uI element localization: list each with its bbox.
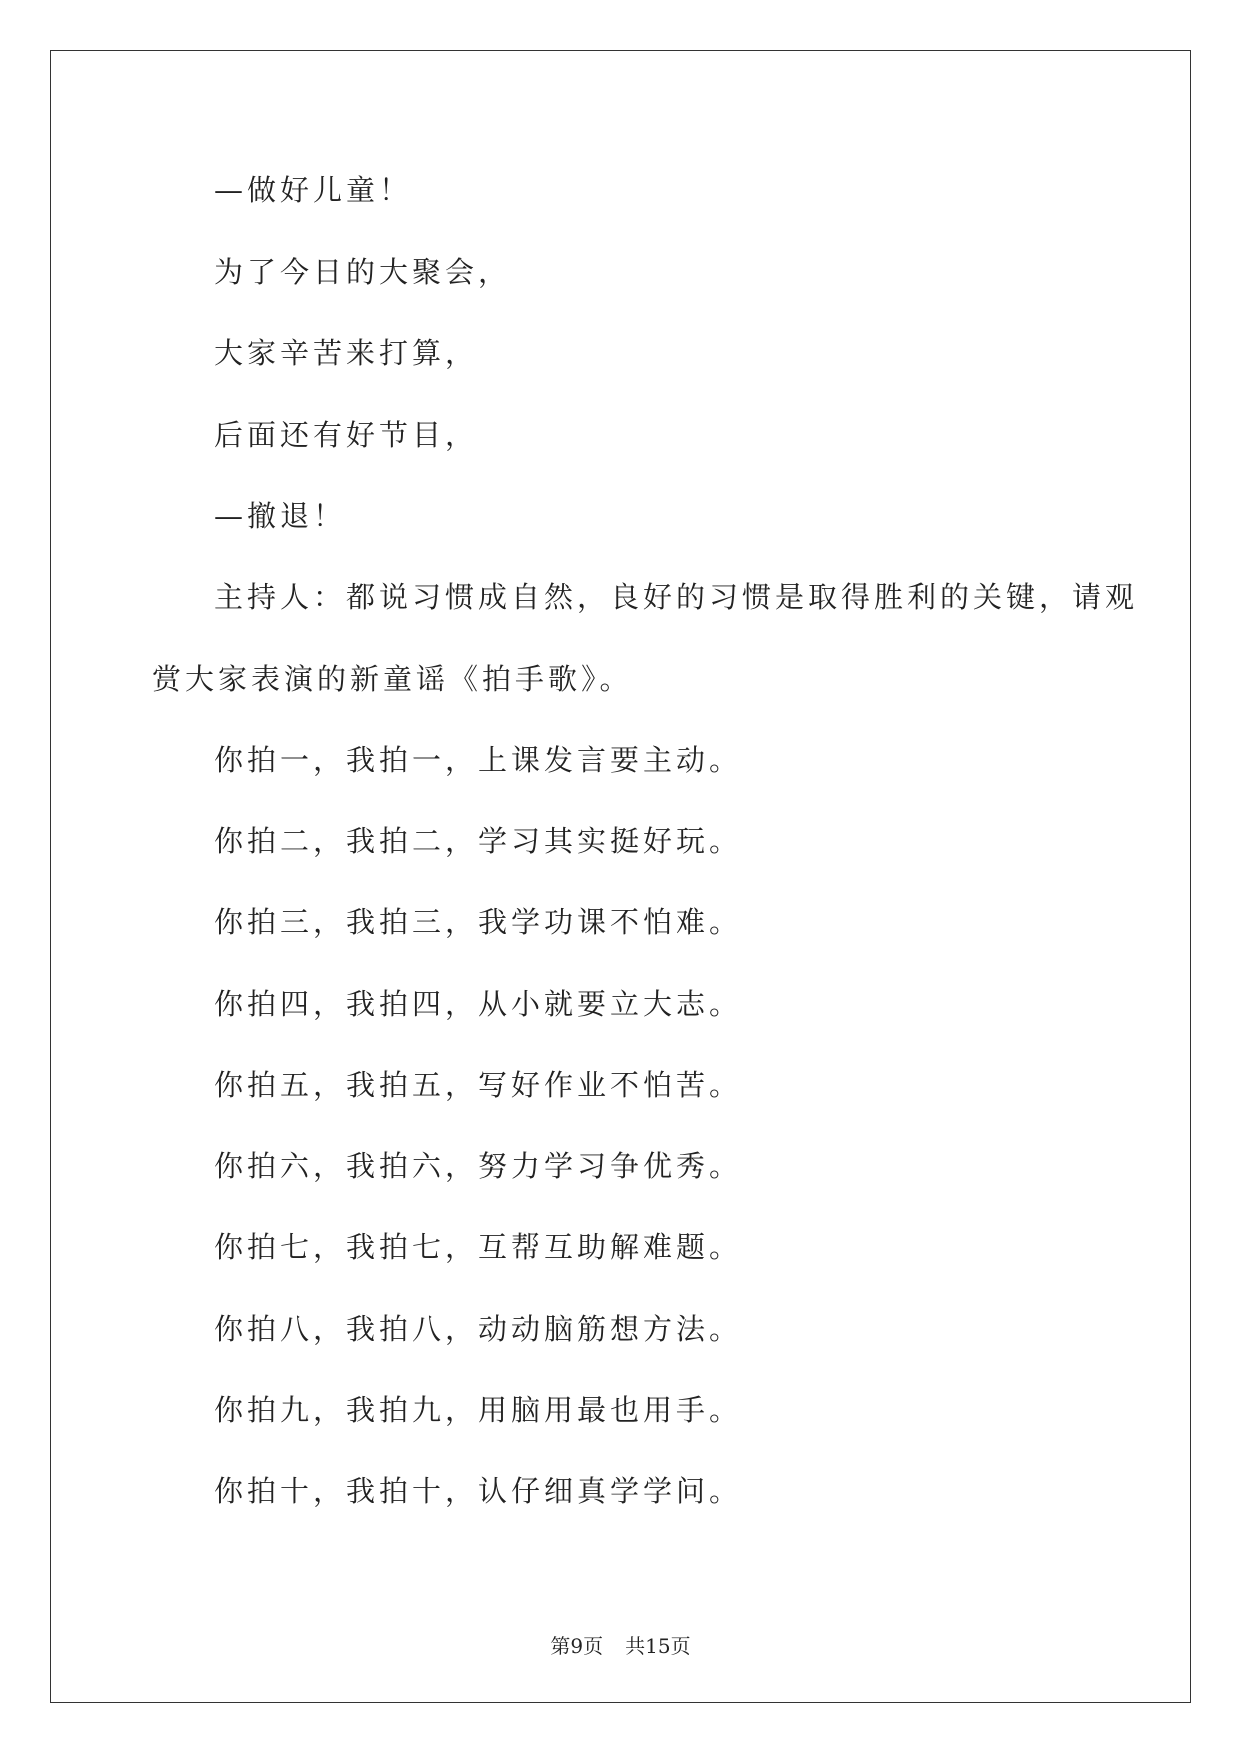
text-line: —撤退！	[214, 499, 347, 533]
page-footer	[0, 1630, 1241, 1659]
page-number: 第9页	[550, 1634, 604, 1658]
text-line: 你拍三，我拍三，我学功课不怕难。	[214, 905, 743, 939]
text-line: 你拍六，我拍六，努力学习争优秀。	[214, 1149, 743, 1183]
text-line: 你拍七，我拍七，互帮互助解难题。	[214, 1230, 743, 1264]
text-line: 大家辛苦来打算，	[214, 336, 479, 370]
text-line: 后面还有好节目，	[214, 418, 479, 452]
text-line: 你拍十，我拍十，认仔细真学学问。	[214, 1474, 743, 1508]
page-total: 共15页	[625, 1634, 691, 1658]
text-line: 你拍五，我拍五，写好作业不怕苦。	[214, 1068, 743, 1102]
text-line: 你拍九，我拍九，用脑用最也用手。	[214, 1393, 743, 1427]
text-line: 为了今日的大聚会，	[214, 255, 512, 289]
text-line: 你拍二，我拍二，学习其实挺好玩。	[214, 824, 743, 858]
text-line: 你拍四，我拍四，从小就要立大志。	[214, 987, 743, 1021]
text-line: 你拍一，我拍一，上课发言要主动。	[214, 743, 743, 777]
text-line: 主持人：都说习惯成自然，良好的习惯是取得胜利的关键，请观	[214, 580, 1139, 614]
text-line: 赏大家表演的新童谣《拍手歌》。	[152, 662, 633, 696]
text-line: 你拍八，我拍八，动动脑筋想方法。	[214, 1312, 743, 1346]
page-border	[50, 50, 1191, 1703]
text-line: —做好儿童！	[214, 173, 413, 207]
